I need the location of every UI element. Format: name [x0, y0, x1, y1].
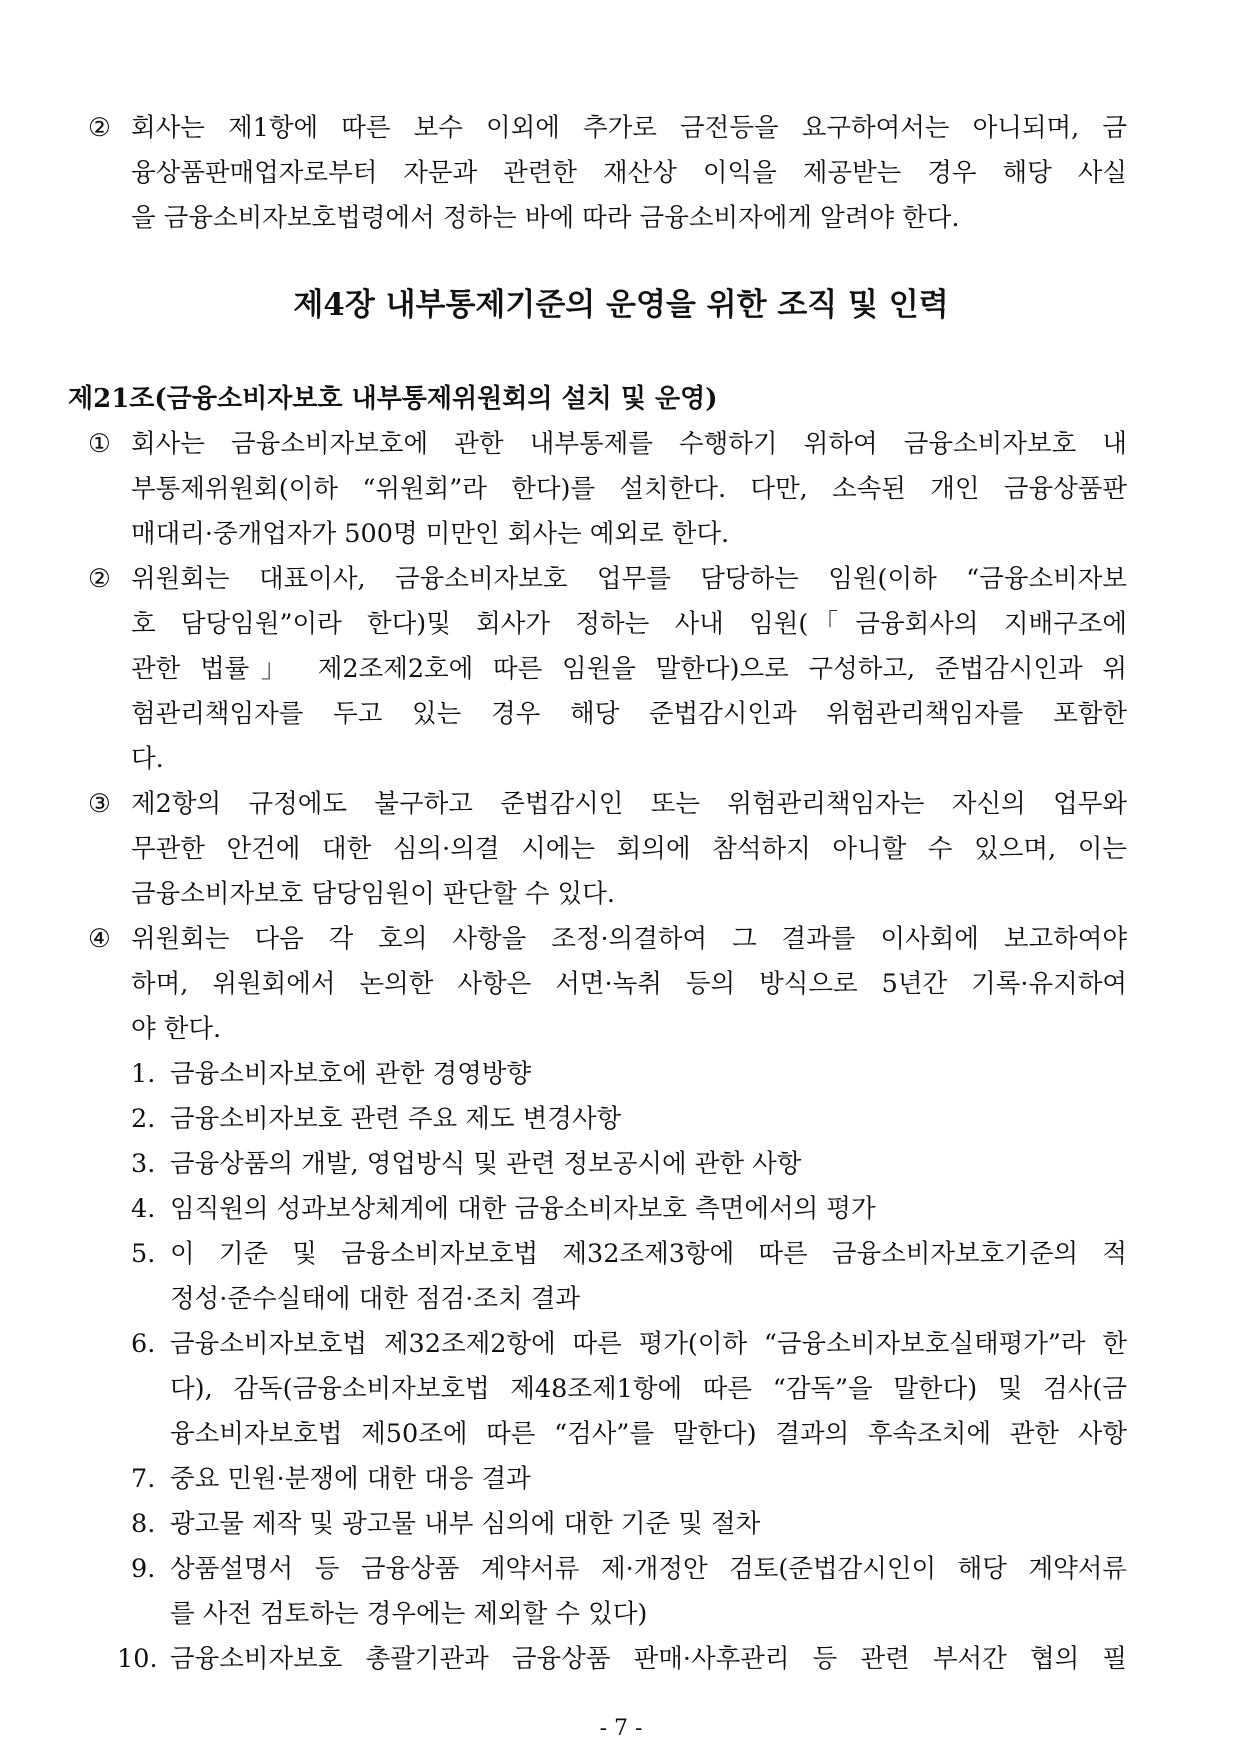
item-line: 정성·준수실태에 대한 점검·조치 결과: [170, 1284, 581, 1314]
item-line: 이 기준 및 금융소비자보호법 제32조제3항에 따른 금융소비자보호기준의 적: [170, 1239, 1127, 1269]
paragraph-line: 금융소비자보호 담당임원이 판단할 수 있다.: [131, 879, 615, 909]
paragraph-line: 하며, 위원회에서 논의한 사항은 서면·녹취 등의 방식으로 5년간 기록·유지하여: [131, 969, 1127, 999]
item-number: 8.: [131, 1509, 156, 1539]
item-number: 10.: [117, 1644, 158, 1674]
item-number: 6.: [131, 1329, 156, 1359]
item-line: 금융소비자보호법 제32조제2항에 따른 평가(이하 “금융소비자보호실태평가”라 한: [170, 1329, 1127, 1359]
item-line: 를 사전 검토하는 경우에는 제외할 수 있다): [170, 1599, 648, 1629]
item-number: 1.: [131, 1059, 156, 1089]
paragraph-line: 을 금융소비자보호법령에서 정하는 바에 따라 금융소비자에게 알려야 한다.: [131, 203, 960, 233]
item-number: 9.: [131, 1554, 156, 1584]
paragraph-line: 위원회는 다음 각 호의 사항을 조정·의결하여 그 결과를 이사회에 보고하여야: [131, 924, 1127, 954]
item-line: 광고물 제작 및 광고물 내부 심의에 대한 기준 및 절차: [170, 1509, 761, 1539]
item-line: 임직원의 성과보상체계에 대한 금융소비자보호 측면에서의 평가: [170, 1194, 876, 1224]
paragraph-line: 관한 법률」 제2조제2호에 따른 임원을 말한다)으로 구성하고, 준법감시인과 위: [131, 654, 1127, 684]
item-line: 융소비자보호법 제50조에 따른 “검사”를 말한다) 결과의 후속조치에 관한 사항: [170, 1419, 1127, 1449]
paragraph-line: 다.: [131, 744, 164, 774]
paragraph-line: 무관한 안건에 대한 심의·의결 시에는 회의에 참석하지 아니할 수 있으며, 이는: [131, 834, 1127, 864]
paragraph-marker: ①: [88, 429, 111, 459]
paragraph-line: 융상품판매업자로부터 자문과 관련한 재산상 이익을 제공받는 경우 해당 사실: [131, 158, 1127, 188]
item-number: 3.: [131, 1149, 156, 1179]
paragraph-marker: ②: [88, 113, 111, 143]
item-number: 4.: [131, 1194, 156, 1224]
article-heading: 제21조(금융소비자보호 내부통제위원회의 설치 및 운영): [68, 384, 718, 414]
item-line: 금융소비자보호에 관한 경영방향: [170, 1059, 532, 1089]
item-line: 금융상품의 개발, 영업방식 및 관련 정보공시에 관한 사항: [170, 1149, 802, 1179]
item-line: 금융소비자보호 총괄기관과 금융상품 판매·사후관리 등 관련 부서간 협의 필: [170, 1644, 1127, 1674]
paragraph-line: 호 담당임원”이라 한다)및 회사가 정하는 사내 임원(「금융회사의 지배구조에: [131, 609, 1127, 639]
paragraph-line: 회사는 제1항에 따른 보수 이외에 추가로 금전등을 요구하여서는 아니되며, 금: [131, 113, 1127, 143]
item-line: 중요 민원·분쟁에 대한 대응 결과: [170, 1464, 531, 1494]
paragraph-line: 위원회는 대표이사, 금융소비자보호 업무를 담당하는 임원(이하 “금융소비자보: [131, 564, 1127, 594]
item-number: 7.: [131, 1464, 156, 1494]
paragraph-line: 회사는 금융소비자보호에 관한 내부통제를 수행하기 위하여 금융소비자보호 내: [131, 429, 1127, 459]
paragraph-line: 험관리책임자를 두고 있는 경우 해당 준법감시인과 위험관리책임자를 포함한: [131, 699, 1127, 729]
chapter-title: 제4장 내부통제기준의 운영을 위한 조직 및 인력: [293, 287, 949, 323]
paragraph-line: 매대리·중개업자가 500명 미만인 회사는 예외로 한다.: [131, 519, 730, 549]
paragraph-line: 부통제위원회(이하 “위원회”라 한다)를 설치한다. 다만, 소속된 개인 금융상품판: [131, 474, 1127, 504]
paragraph-marker: ②: [88, 564, 111, 594]
item-line: 다), 감독(금융소비자보호법 제48조제1항에 따른 “감독”을 말한다) 및 검사(금: [170, 1374, 1127, 1404]
paragraph-line: 제2항의 규정에도 불구하고 준법감시인 또는 위험관리책임자는 자신의 업무와: [131, 789, 1127, 819]
item-line: 상품설명서 등 금융상품 계약서류 제·개정안 검토(준법감시인이 해당 계약서류: [170, 1554, 1127, 1584]
item-number: 5.: [131, 1239, 156, 1269]
item-line: 금융소비자보호 관련 주요 제도 변경사항: [170, 1104, 622, 1134]
page-number: - 7 -: [599, 1716, 643, 1741]
item-number: 2.: [131, 1104, 156, 1134]
paragraph-marker: ③: [88, 789, 111, 819]
paragraph-line: 야 한다.: [131, 1014, 222, 1044]
paragraph-marker: ④: [88, 924, 111, 954]
